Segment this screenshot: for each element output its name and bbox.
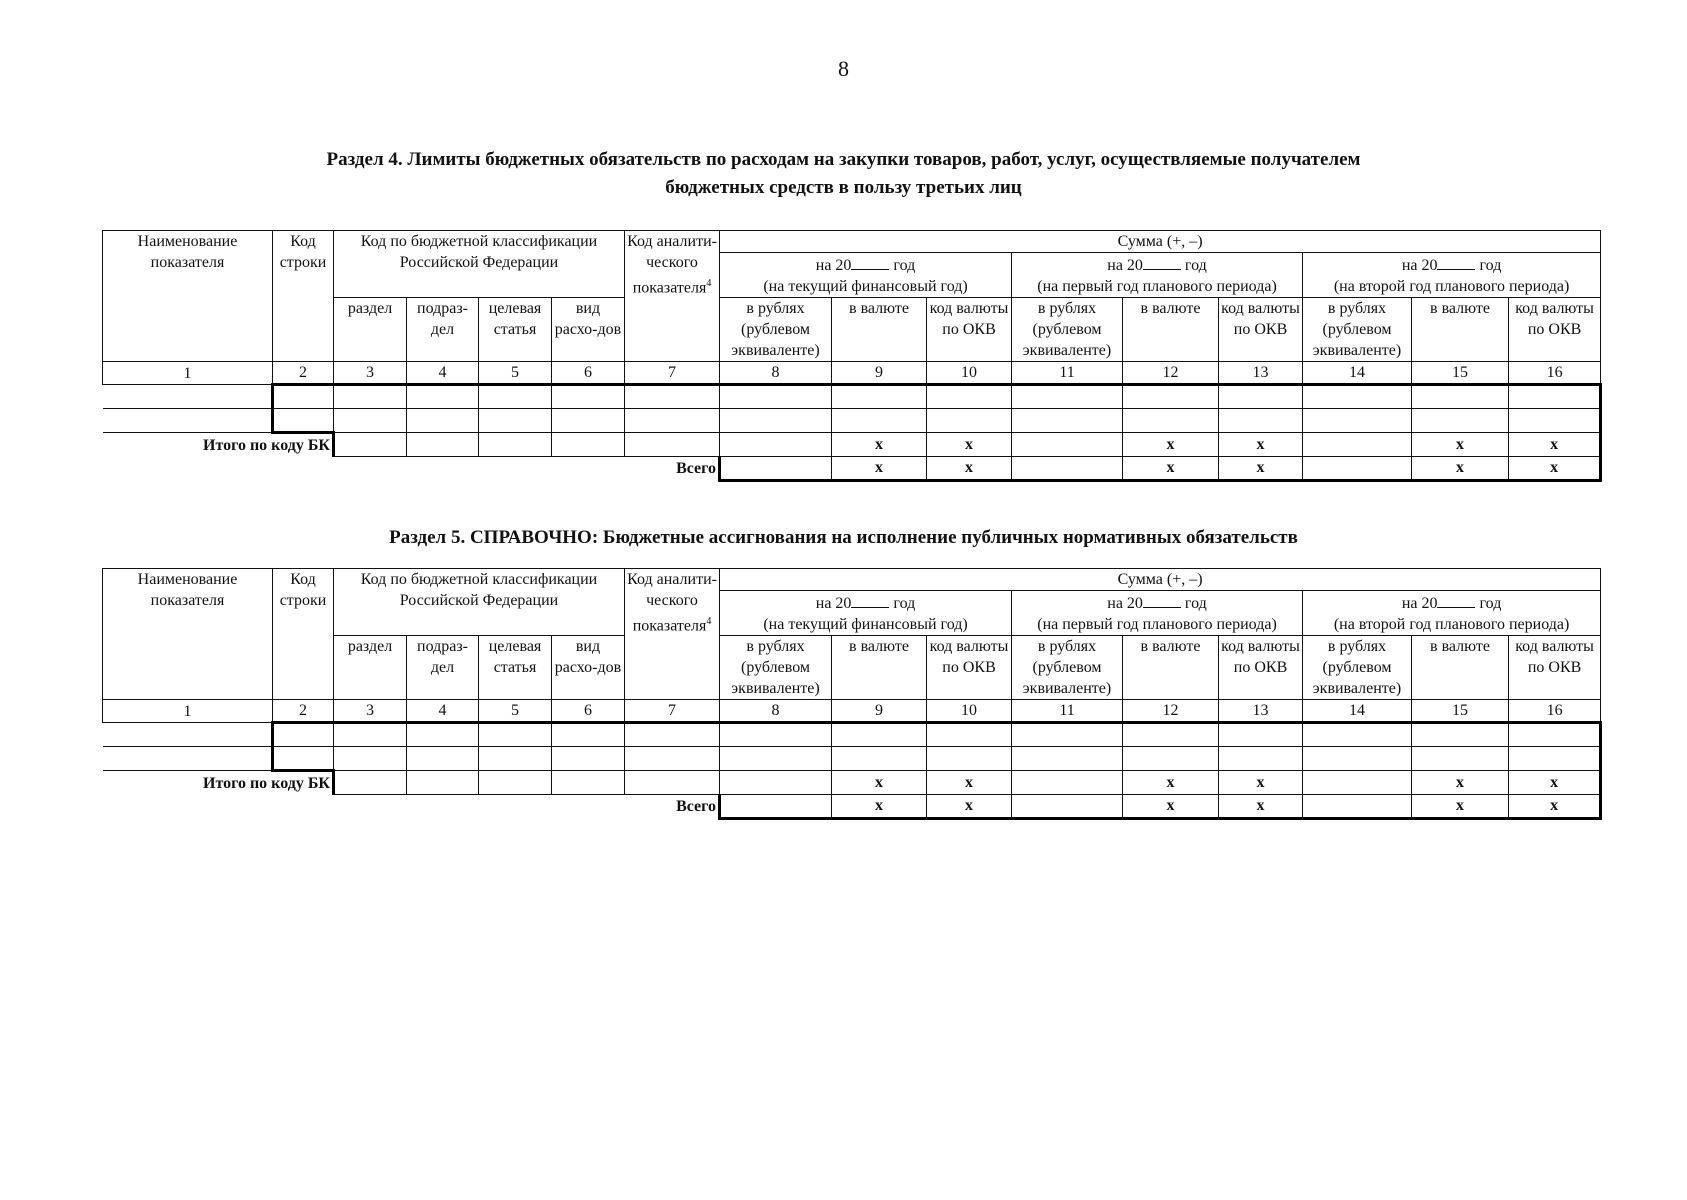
input-cell[interactable] xyxy=(552,433,625,457)
header-celevaya: целевая статья xyxy=(479,636,552,700)
col-num: 11 xyxy=(1012,362,1123,385)
col-num: 10 xyxy=(927,700,1012,723)
input-cell[interactable] xyxy=(1012,771,1123,795)
input-cell[interactable] xyxy=(1412,747,1509,771)
col-num: 10 xyxy=(927,362,1012,385)
col-num: 7 xyxy=(625,362,720,385)
input-cell[interactable] xyxy=(927,385,1012,409)
header-bk-group: Код по бюджетной классификации Российской Федерации xyxy=(334,569,625,636)
input-cell[interactable] xyxy=(103,747,273,771)
input-cell[interactable] xyxy=(1509,409,1601,433)
header-rub: в рублях (рублевом эквиваленте) xyxy=(720,636,832,700)
col-num: 11 xyxy=(1012,700,1123,723)
input-cell[interactable] xyxy=(1303,433,1412,457)
x-mark: x xyxy=(832,794,927,818)
section-5-table xyxy=(102,568,1602,820)
col-num: 12 xyxy=(1123,700,1219,723)
header-period-first: на 20 год (на первый год планового периода) xyxy=(1012,253,1303,298)
header-rub: в рублях (рублевом эквиваленте) xyxy=(1012,298,1123,362)
input-cell[interactable] xyxy=(1012,794,1123,818)
header-analytic-code: Код аналити-ческого показателя$^4$ xyxy=(625,231,720,362)
x-mark: x xyxy=(1219,456,1303,480)
col-num: 13 xyxy=(1219,700,1303,723)
section-4-table xyxy=(102,230,1602,482)
input-cell[interactable] xyxy=(1303,794,1412,818)
input-cell[interactable] xyxy=(334,723,407,747)
x-mark: x xyxy=(1509,794,1601,818)
header-period-current: на 20 год (на текущий финансовый год) xyxy=(720,253,1012,298)
x-mark: x xyxy=(1123,433,1219,457)
header-okv: код валюты по ОКВ xyxy=(1509,636,1601,700)
input-cell[interactable] xyxy=(720,385,832,409)
input-cell[interactable] xyxy=(1219,723,1303,747)
section-4-title xyxy=(0,146,1687,202)
input-cell[interactable] xyxy=(1123,409,1219,433)
header-podrazdel: подраз-дел xyxy=(407,636,479,700)
input-cell[interactable] xyxy=(1012,723,1123,747)
input-cell[interactable] xyxy=(1303,723,1412,747)
input-cell[interactable] xyxy=(407,433,479,457)
input-cell[interactable] xyxy=(1303,385,1412,409)
input-cell[interactable] xyxy=(407,747,479,771)
input-cell[interactable] xyxy=(720,771,832,795)
x-mark: x xyxy=(927,771,1012,795)
input-cell[interactable] xyxy=(479,433,552,457)
input-cell[interactable] xyxy=(103,409,273,433)
input-cell[interactable] xyxy=(1509,723,1601,747)
x-mark: x xyxy=(1219,433,1303,457)
input-cell[interactable] xyxy=(720,723,832,747)
header-okv: код валюты по ОКВ xyxy=(927,636,1012,700)
input-cell[interactable] xyxy=(625,723,720,747)
input-cell[interactable] xyxy=(1219,747,1303,771)
input-cell[interactable] xyxy=(1412,385,1509,409)
input-cell[interactable] xyxy=(1123,723,1219,747)
section-5-title xyxy=(0,524,1687,552)
header-rub: в рублях (рублевом эквиваленте) xyxy=(1303,636,1412,700)
input-cell[interactable] xyxy=(1012,747,1123,771)
col-num: 13 xyxy=(1219,362,1303,385)
input-cell[interactable] xyxy=(1012,433,1123,457)
header-currency: в валюте xyxy=(832,298,927,362)
input-cell[interactable] xyxy=(479,747,552,771)
input-cell[interactable] xyxy=(273,409,334,433)
input-cell[interactable] xyxy=(1509,747,1601,771)
total-by-bk-row xyxy=(103,433,1601,457)
total-by-bk-row xyxy=(103,771,1601,795)
col-num: 5 xyxy=(479,700,552,723)
col-num: 16 xyxy=(1509,362,1601,385)
input-cell[interactable] xyxy=(832,723,927,747)
input-cell[interactable] xyxy=(1123,385,1219,409)
input-cell[interactable] xyxy=(552,409,625,433)
input-cell[interactable] xyxy=(479,723,552,747)
input-cell[interactable] xyxy=(273,747,334,771)
x-mark: x xyxy=(1123,456,1219,480)
col-num: 2 xyxy=(273,700,334,723)
x-mark: x xyxy=(1123,794,1219,818)
x-mark: x xyxy=(1412,456,1509,480)
input-cell[interactable] xyxy=(273,385,334,409)
section-4-title-line-1: Раздел 4. Лимиты бюджетных обязательств по расходам на закупки товаров, работ, услуг, осуществляемые получателем xyxy=(326,149,1361,170)
input-cell[interactable] xyxy=(720,433,832,457)
section-5-title-line-1: Раздел 5. СПРАВОЧНО: Бюджетные ассигнования на исполнение публичных нормативных обязательств xyxy=(389,527,1298,548)
x-mark: x xyxy=(1509,433,1601,457)
input-cell[interactable] xyxy=(552,385,625,409)
input-cell[interactable] xyxy=(720,409,832,433)
header-row-code: Код строки xyxy=(273,569,334,700)
total-by-bk-label: Итого по коду БК xyxy=(203,436,330,454)
header-currency: в валюте xyxy=(832,636,927,700)
input-cell[interactable] xyxy=(1412,723,1509,747)
x-mark: x xyxy=(832,771,927,795)
col-num: 16 xyxy=(1509,700,1601,723)
input-cell[interactable] xyxy=(1012,409,1123,433)
section-4-title-line-2: бюджетных средств в пользу третьих лиц xyxy=(665,177,1022,198)
header-name: Наименование показателя xyxy=(103,569,273,700)
x-mark: x xyxy=(1509,456,1601,480)
header-analytic-code: Код аналити-ческого показателя$^4$ xyxy=(625,569,720,700)
header-podrazdel: подраз-дел xyxy=(407,298,479,362)
header-okv: код валюты по ОКВ xyxy=(1219,636,1303,700)
input-cell[interactable] xyxy=(103,723,273,747)
x-mark: x xyxy=(927,794,1012,818)
input-cell[interactable] xyxy=(552,747,625,771)
total-all-row xyxy=(103,456,1601,480)
input-cell[interactable] xyxy=(1303,747,1412,771)
input-cell[interactable] xyxy=(552,771,625,795)
header-vid: вид расхо-дов xyxy=(552,298,625,362)
header-rub: в рублях (рублевом эквиваленте) xyxy=(1012,636,1123,700)
x-mark: x xyxy=(1412,771,1509,795)
input-cell[interactable] xyxy=(334,409,407,433)
header-okv: код валюты по ОКВ xyxy=(927,298,1012,362)
input-cell[interactable] xyxy=(720,794,832,818)
input-cell[interactable] xyxy=(479,409,552,433)
input-cell[interactable] xyxy=(625,747,720,771)
header-period-second: на 20 год (на второй год планового периода) xyxy=(1303,253,1601,298)
input-cell[interactable] xyxy=(334,747,407,771)
input-cell[interactable] xyxy=(625,385,720,409)
col-num: 2 xyxy=(273,362,334,385)
input-cell[interactable] xyxy=(832,747,927,771)
header-period-current: на 20 год (на текущий финансовый год) xyxy=(720,591,1012,636)
col-num: 15 xyxy=(1412,362,1509,385)
input-cell[interactable] xyxy=(1303,771,1412,795)
header-currency: в валюте xyxy=(1123,636,1219,700)
header-rub: в рублях (рублевом эквиваленте) xyxy=(1303,298,1412,362)
col-num: 1 xyxy=(103,700,273,723)
col-num: 4 xyxy=(407,362,479,385)
total-all-label: Всего xyxy=(676,797,717,815)
input-cell[interactable] xyxy=(552,723,625,747)
input-cell[interactable] xyxy=(927,409,1012,433)
x-mark: x xyxy=(1412,433,1509,457)
header-okv: код валюты по ОКВ xyxy=(1509,298,1601,362)
input-cell[interactable] xyxy=(1509,385,1601,409)
input-cell[interactable] xyxy=(1012,385,1123,409)
input-cell[interactable] xyxy=(334,771,407,795)
header-vid: вид расхо-дов xyxy=(552,636,625,700)
x-mark: x xyxy=(1219,794,1303,818)
x-mark: x xyxy=(1412,794,1509,818)
col-num: 8 xyxy=(720,700,832,723)
header-name: Наименование показателя xyxy=(103,231,273,362)
table-row xyxy=(103,747,1601,771)
input-cell[interactable] xyxy=(407,409,479,433)
col-num: 14 xyxy=(1303,362,1412,385)
header-currency: в валюте xyxy=(1123,298,1219,362)
input-cell[interactable] xyxy=(273,723,334,747)
total-all-label: Всего xyxy=(676,459,717,477)
input-cell[interactable] xyxy=(1219,385,1303,409)
col-num: 6 xyxy=(552,700,625,723)
col-num: 1 xyxy=(103,362,273,385)
input-cell[interactable] xyxy=(407,385,479,409)
x-mark: x xyxy=(1123,771,1219,795)
input-cell[interactable] xyxy=(1012,456,1123,480)
input-cell[interactable] xyxy=(832,409,927,433)
input-cell[interactable] xyxy=(625,409,720,433)
input-cell[interactable] xyxy=(103,385,273,409)
total-all-row xyxy=(103,794,1601,818)
col-num: 9 xyxy=(832,362,927,385)
input-cell[interactable] xyxy=(832,385,927,409)
x-mark: x xyxy=(1219,771,1303,795)
x-mark: x xyxy=(1509,771,1601,795)
input-cell[interactable] xyxy=(479,385,552,409)
table-row xyxy=(103,723,1601,747)
input-cell[interactable] xyxy=(479,771,552,795)
col-num: 3 xyxy=(334,700,407,723)
header-bk-group: Код по бюджетной классификации Российской Федерации xyxy=(334,231,625,298)
input-cell[interactable] xyxy=(1303,456,1412,480)
table-row xyxy=(103,385,1601,409)
col-num: 9 xyxy=(832,700,927,723)
header-rub: в рублях (рублевом эквиваленте) xyxy=(720,298,832,362)
input-cell[interactable] xyxy=(407,771,479,795)
header-currency: в валюте xyxy=(1412,298,1509,362)
col-num: 7 xyxy=(625,700,720,723)
header-razdel: раздел xyxy=(334,298,407,362)
header-currency: в валюте xyxy=(1412,636,1509,700)
input-cell[interactable] xyxy=(334,385,407,409)
col-num: 5 xyxy=(479,362,552,385)
input-cell[interactable] xyxy=(1219,409,1303,433)
input-cell[interactable] xyxy=(625,433,720,457)
header-sum: Сумма (+, –) xyxy=(720,231,1601,253)
col-num: 15 xyxy=(1412,700,1509,723)
input-cell[interactable] xyxy=(1123,747,1219,771)
header-celevaya: целевая статья xyxy=(479,298,552,362)
input-cell[interactable] xyxy=(720,747,832,771)
table-row xyxy=(103,409,1601,433)
x-mark: x xyxy=(832,433,927,457)
header-row-code: Код строки xyxy=(273,231,334,362)
col-num: 8 xyxy=(720,362,832,385)
total-by-bk-label: Итого по коду БК xyxy=(203,774,330,792)
header-okv: код валюты по ОКВ xyxy=(1219,298,1303,362)
x-mark: x xyxy=(832,456,927,480)
header-period-second: на 20 год (на второй год планового периода) xyxy=(1303,591,1601,636)
header-period-first: на 20 год (на первый год планового периода) xyxy=(1012,591,1303,636)
input-cell[interactable] xyxy=(927,747,1012,771)
x-mark: x xyxy=(927,433,1012,457)
page-number: 8 xyxy=(838,56,849,81)
x-mark: x xyxy=(927,456,1012,480)
col-num: 4 xyxy=(407,700,479,723)
header-sum: Сумма (+, –) xyxy=(720,569,1601,591)
col-num: 12 xyxy=(1123,362,1219,385)
input-cell[interactable] xyxy=(1303,409,1412,433)
header-razdel: раздел xyxy=(334,636,407,700)
col-num: 6 xyxy=(552,362,625,385)
col-num: 14 xyxy=(1303,700,1412,723)
input-cell[interactable] xyxy=(625,771,720,795)
input-cell[interactable] xyxy=(927,723,1012,747)
input-cell[interactable] xyxy=(720,456,832,480)
input-cell[interactable] xyxy=(407,723,479,747)
col-num: 3 xyxy=(334,362,407,385)
input-cell[interactable] xyxy=(1412,409,1509,433)
input-cell[interactable] xyxy=(334,433,407,457)
